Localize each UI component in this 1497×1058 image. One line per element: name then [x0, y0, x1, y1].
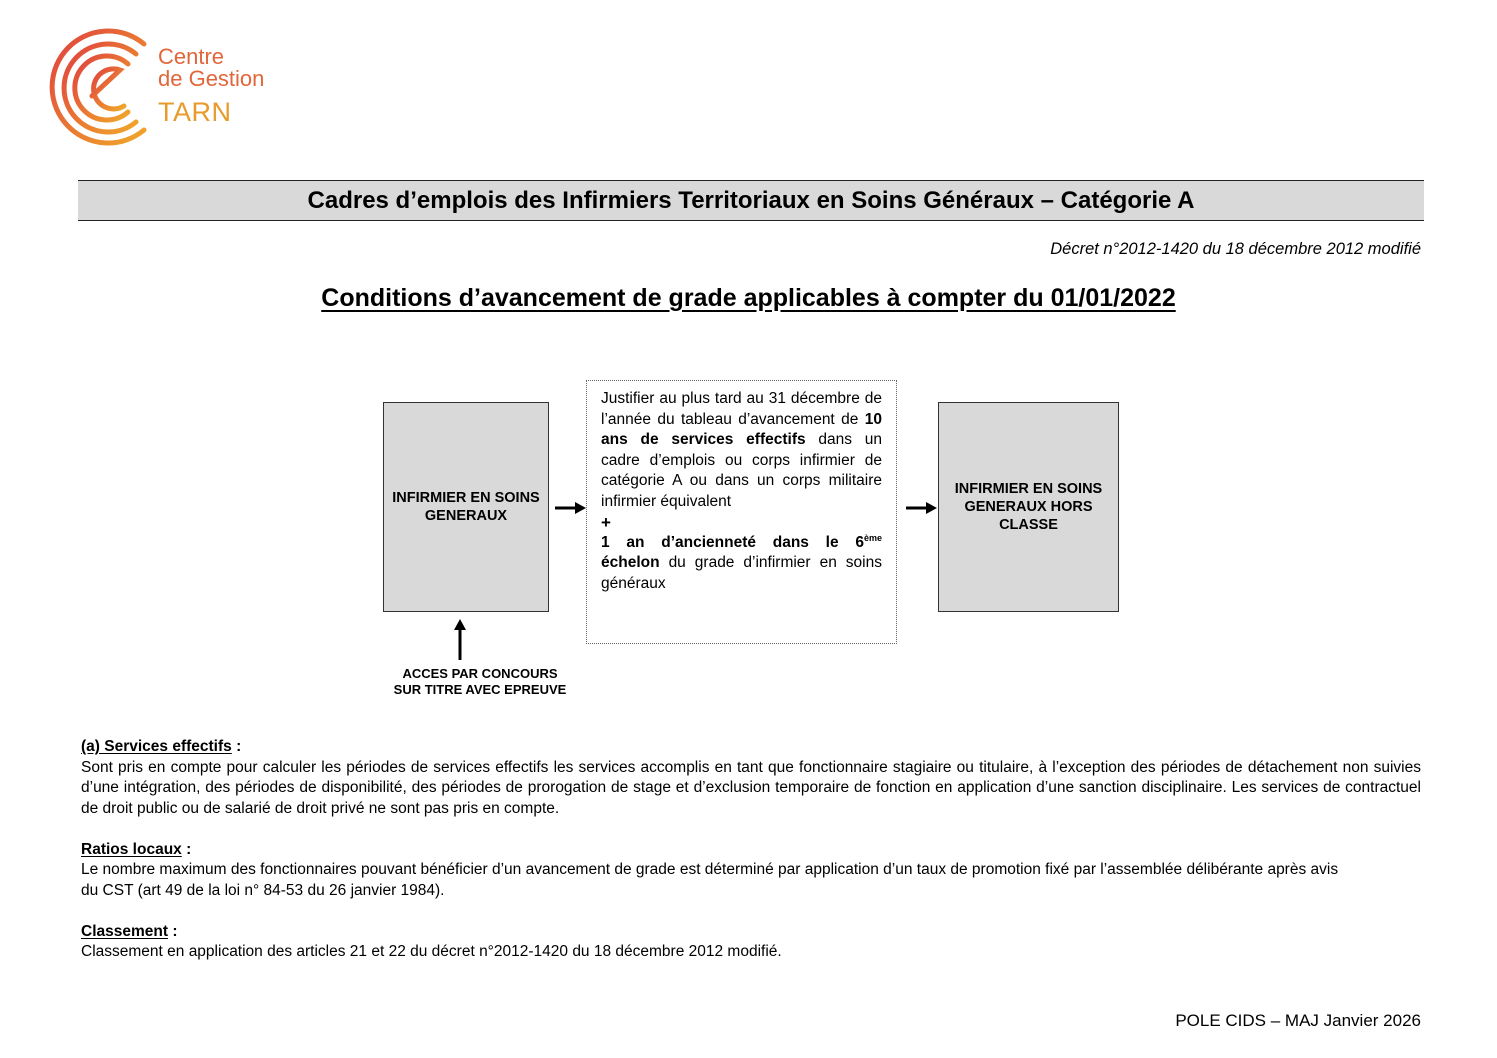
- arrow-right-icon: [555, 500, 587, 516]
- note-heading: (a) Services effectifs: [81, 738, 232, 755]
- grade-box-label: INFIRMIER EN SOINS GENERAUX HORS CLASSE: [954, 481, 1103, 533]
- document-title-band: [78, 180, 1424, 221]
- condition-services: Justifier au plus tard au 31 décembre de l’année du tableau d’avancement de 10 ans de services effectifs dans un cadre d’emplois ou corps infirmier de catégorie A ou dans un corps militaire infirmier équivalent: [601, 390, 882, 510]
- access-by-exam-label: ACCES PAR CONCOURS SUR TITRE AVEC EPREUVE: [393, 666, 567, 697]
- document-title: Cadres d’emplois des Infirmiers Territoriaux en Soins Généraux – Catégorie A: [307, 186, 1195, 214]
- arrow-up-icon: [452, 618, 468, 660]
- note-text: Le nombre maximum des fonctionnaires pouvant bénéficier d’un avancement de grade est déterminé par application d’un taux de promotion fixé par l’assemblée délibérante après avis du CST (art 49 de la loi n° 84-53 du 26 janvier 1984).: [81, 861, 1339, 899]
- note-ratios-locaux: Ratios locaux : Le nombre maximum des fonctionnaires pouvant bénéficier d’un avancement de grade est déterminé par application d’un taux de promotion fixé par l’assemblée délibérante après avis du CST (art 49 de la loi n° 84-53 du 26 janvier 1984).: [81, 840, 1421, 902]
- grade-box-hors-classe: [938, 402, 1119, 612]
- footer-update-note: POLE CIDS – MAJ Janvier 2026: [1175, 1011, 1421, 1030]
- grade-box-infirmier-soins-generaux: [383, 402, 549, 612]
- promotion-conditions-box: [586, 380, 897, 644]
- note-heading: Ratios locaux: [81, 840, 182, 858]
- note-heading: Classement: [81, 922, 169, 940]
- note-classement: Classement : Classement en application des articles 21 et 22 du décret n°2012-1420 du 18 décembre 2012 modifié.: [81, 922, 1421, 963]
- condition-years-bold: 10 ans de services effectifs: [601, 410, 882, 449]
- logo-c-emblem-icon: [44, 26, 156, 150]
- logo-line-3: TARN: [158, 97, 232, 127]
- condition-echelon: 1 an d’ancienneté dans le 6ème échelon du grade d’infirmier en soins généraux: [601, 532, 882, 592]
- note-services-effectifs: (a) Services effectifs : Sont pris en compte pour calculer les périodes de services effectifs les services accomplis en tant que fonctionnaire stagiaire ou titulaire, à l’exception des périodes de détachement non suivies d’une intégration, des périodes de disponibilité, des périodes de prorogation de stage et d’exclusion temporaire de fonction en application d’une sanction disciplinaire. Les services de contractuel de droit public ou de salarié de droit privé ne sont pas pris en compte.: [81, 737, 1421, 819]
- condition-plus: +: [601, 512, 611, 532]
- note-text: Sont pris en compte pour calculer les périodes de services effectifs les services accomplis en tant que fonctionnaire stagiaire ou titulaire, à l’exception des périodes de détachement non suivies d’une intégration, des périodes de disponibilité, des périodes de prorogation de stage et d’exclusion temporaire de fonction en application d’une sanction disciplinaire. Les services de contractuel de droit public ou de salarié de droit privé ne sont pas pris en compte.: [81, 758, 1421, 817]
- cdg-tarn-logo: [44, 26, 288, 150]
- logo-line-2: de Gestion: [158, 66, 265, 91]
- notes-section: [81, 737, 1421, 983]
- decree-reference: Décret n°2012-1420 du 18 décembre 2012 modifié: [1050, 240, 1421, 258]
- note-text: Classement en application des articles 21 et 22 du décret n°2012-1420 du 18 décembre 2012 modifié.: [81, 943, 782, 960]
- section-subtitle: Conditions d’avancement de grade applicables à compter du 01/01/2022: [321, 284, 1176, 312]
- logo-line-1: Centre: [158, 44, 225, 69]
- arrow-right-icon: [906, 500, 938, 516]
- grade-box-label: INFIRMIER EN SOINS GENERAUX: [392, 490, 540, 524]
